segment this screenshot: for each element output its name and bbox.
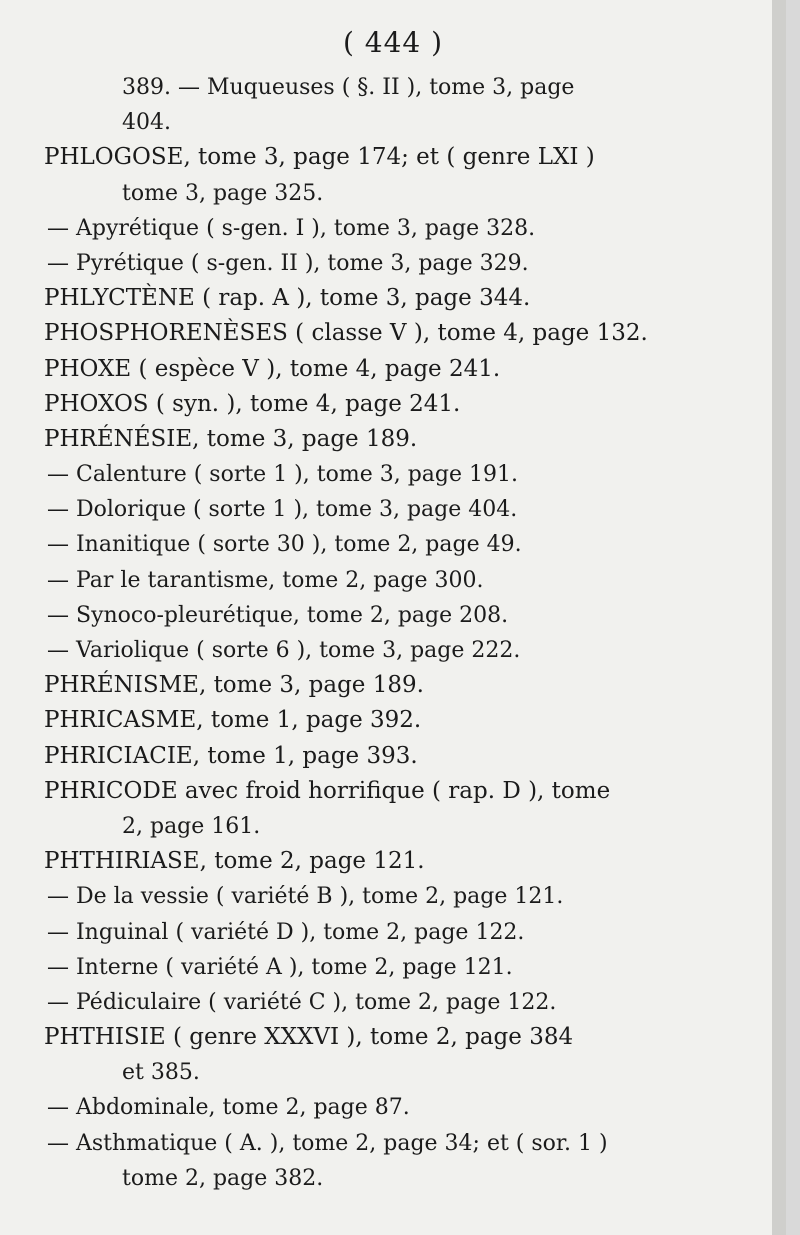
- index-continuation: 404.: [122, 110, 171, 136]
- index-heading: PHOXE ( espèce V ), tome 4, page 241.: [44, 355, 501, 382]
- index-subentry: — Pédiculaire ( variété C ), tome 2, page 122.: [47, 989, 557, 1015]
- index-heading: PHRICODE avec froid horrifique ( rap. D ), tome: [44, 777, 611, 804]
- index-continuation: 2, page 161.: [122, 813, 261, 839]
- index-subentry: — Synoco-pleurétique, tome 2, page 208.: [47, 602, 509, 628]
- index-subentry: — Calenture ( sorte 1 ), tome 3, page 191.: [47, 462, 518, 488]
- index-continuation: tome 2, page 382.: [122, 1165, 324, 1191]
- index-subentry: — Apyrétique ( s-gen. I ), tome 3, page 328.: [47, 215, 536, 241]
- index-heading: PHOXOS ( syn. ), tome 4, page 241.: [44, 390, 461, 417]
- index-subentry: — Dolorique ( sorte 1 ), tome 3, page 404.: [47, 497, 518, 523]
- index-heading: PHRÉNÉSIE, tome 3, page 189.: [44, 425, 418, 452]
- index-heading: PHLOGOSE, tome 3, page 174; et ( genre LXI ): [44, 144, 595, 171]
- index-subentry: — Interne ( variété A ), tome 2, page 121.: [47, 954, 513, 980]
- index-heading: PHTHISIE ( genre XXXVI ), tome 2, page 384: [44, 1024, 574, 1051]
- index-continuation: 389. — Muqueuses ( §. II ), tome 3, page: [122, 75, 575, 100]
- page-edge: [772, 0, 786, 1235]
- index-subentry: — Inanitique ( sorte 30 ), tome 2, page 49.: [47, 532, 522, 558]
- page-number: ( 444 ): [342, 26, 444, 59]
- index-subentry: — Variolique ( sorte 6 ), tome 3, page 222.: [47, 638, 521, 663]
- index-subentry: — Par le tarantisme, tome 2, page 300.: [47, 567, 484, 593]
- index-subentry: — Asthmatique ( A. ), tome 2, page 34; et ( sor. 1 ): [47, 1130, 608, 1156]
- index-heading: PHRICIACIE, tome 1, page 393.: [44, 742, 418, 769]
- index-entries: [0, 70, 786, 1196]
- index-subentry: — Abdominale, tome 2, page 87.: [47, 1095, 410, 1121]
- index-heading: PHRÉNISME, tome 3, page 189.: [44, 672, 424, 699]
- index-heading: PHOSPHORENÈSES ( classe V ), tome 4, page 132.: [44, 320, 648, 347]
- index-heading: PHTHIRIASE, tome 2, page 121.: [44, 848, 425, 875]
- index-heading: PHLYCTÈNE ( rap. A ), tome 3, page 344.: [44, 285, 531, 312]
- index-subentry: — Pyrétique ( s-gen. II ), tome 3, page 329.: [47, 250, 529, 276]
- index-subentry: — Inguinal ( variété D ), tome 2, page 122.: [47, 919, 525, 945]
- index-continuation: et 385.: [122, 1060, 200, 1086]
- index-heading: PHRICASME, tome 1, page 392.: [44, 707, 422, 734]
- index-subentry: — De la vessie ( variété B ), tome 2, page 121.: [47, 884, 564, 910]
- index-continuation: tome 3, page 325.: [122, 180, 324, 206]
